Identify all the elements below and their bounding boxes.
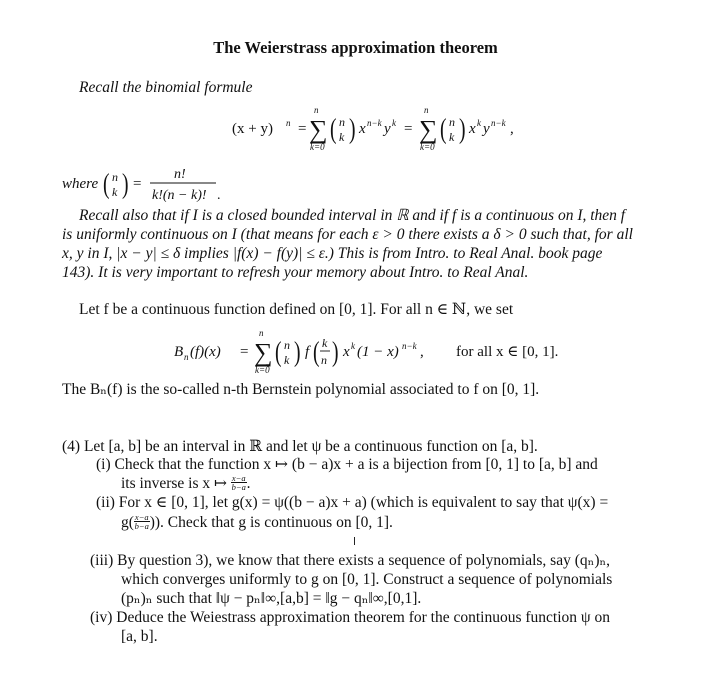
binom1-top: n <box>339 115 345 129</box>
sum2-lower: k=0 <box>420 142 435 152</box>
text-cursor <box>354 537 355 545</box>
question-i-text: its inverse is x ↦ <box>121 475 227 492</box>
question-i-frac-top: x−a <box>231 473 246 483</box>
t1-xexp: n−k <box>367 118 382 128</box>
bern-f: f <box>305 344 310 360</box>
bern-end: , <box>420 344 424 360</box>
bern-x: x <box>343 344 350 360</box>
bern-arg: (f)(x) <box>190 344 221 360</box>
where-binom-top: n <box>112 170 118 184</box>
sum2-sigma: ∑ <box>419 115 438 144</box>
bern-binom-rparen: ) <box>294 336 301 368</box>
bern-condition: for all x ∈ [0, 1]. <box>456 344 559 360</box>
bernstein-formula <box>0 327 711 377</box>
bern-frac-lparen: ( <box>313 336 320 368</box>
where-rparen: ) <box>122 168 129 200</box>
where-lparen: ( <box>103 168 110 200</box>
binomial-coefficient-def <box>0 163 711 207</box>
bern-frac-rparen: ) <box>331 336 339 368</box>
t2-x: x <box>469 121 476 137</box>
question-i-frac-bottom: b−a <box>231 482 246 492</box>
binomial-lhs: (x + y) <box>232 121 273 137</box>
where-eq: = <box>133 176 142 192</box>
bern-B-sub: n <box>184 352 189 362</box>
recall-para-line2: is uniformly continuous on I (that means for each ε > 0 there exists a δ > 0 such that, for all <box>62 226 633 243</box>
t2-yexp: n−k <box>491 118 506 128</box>
question-ii-line1: (ii) For x ∈ [0, 1], let g(x) = ψ((b − a)x + a) (which is equivalent to say that ψ(x) = <box>96 494 609 511</box>
sum1-sigma: ∑ <box>309 115 328 144</box>
question-i-end: . <box>246 475 251 492</box>
question-i-line2 <box>121 474 251 493</box>
question-4-intro: (4) Let [a, b] be an interval in ℝ and let ψ be a continuous function on [a, b]. <box>62 438 538 455</box>
sum2-upper: n <box>424 105 429 115</box>
sum1-upper: n <box>314 105 319 115</box>
question-iv-line1: (iv) Deduce the Weiestrass approximation theorem for the continuous function ψ on <box>90 609 610 626</box>
binom2-lparen: ( <box>440 113 447 145</box>
binom1-rparen: ) <box>349 113 356 145</box>
recall-para-line1: Recall also that if I is a closed bounded interval in ℝ and if f is a continuous on I, then f <box>79 207 626 224</box>
binomial-end: , <box>510 121 514 137</box>
question-iii-line2: which converges uniformly to g on [0, 1]. Construct a sequence of polynomials <box>121 571 613 588</box>
binomial-lhs-exp: n <box>286 118 291 128</box>
question-i-line1: (i) Check that the function x ↦ (b − a)x + a is a bijection from [0, 1] to [a, b] and <box>96 456 598 473</box>
bern-binom-lparen: ( <box>275 336 282 368</box>
t1-x: x <box>359 121 366 137</box>
page-title: The Weierstrass approximation theorem <box>213 38 498 57</box>
bern-tail: (1 − x) <box>357 344 399 360</box>
where-numerator: n! <box>174 167 186 182</box>
binom2-bottom: k <box>449 130 455 144</box>
binomial-eq2: = <box>404 121 413 137</box>
where-binom-bottom: k <box>112 185 118 199</box>
bern-tail-exp: n−k <box>402 341 417 351</box>
bern-binom-bottom: k <box>284 353 290 367</box>
question-ii-frac-top: x−a <box>134 512 149 522</box>
bern-sigma: ∑ <box>254 338 273 367</box>
question-ii-post: )). Check that g is continuous on [0, 1]. <box>149 514 393 531</box>
t2-y: y <box>483 121 490 137</box>
bernstein-note: The Bₙ(f) is the so-called n-th Bernstein polynomial associated to f on [0, 1]. <box>62 381 540 398</box>
bern-x-exp: k <box>351 341 355 351</box>
question-ii-frac-bottom: b−a <box>134 521 149 531</box>
where-denominator: k!(n − k)! <box>152 188 207 203</box>
recall-para-line4: 143). It is very important to refresh your memory about Intro. to Real Anal. <box>62 264 529 281</box>
binomial-eq: = <box>298 121 307 137</box>
bern-binom-top: n <box>284 338 290 352</box>
bernstein-intro: Let f be a continuous function defined on [0, 1]. For all n ∈ ℕ, we set <box>79 301 514 318</box>
question-iv-line2: [a, b]. <box>121 628 158 645</box>
binom2-top: n <box>449 115 455 129</box>
question-i-fraction <box>231 474 247 491</box>
question-iii-line1: (iii) By question 3), we know that there exists a sequence of polynomials, say (qₙ)ₙ, <box>90 552 611 569</box>
bern-sum-lower: k=0 <box>255 365 270 375</box>
binom1-lparen: ( <box>330 113 337 145</box>
sum1-lower: k=0 <box>310 142 325 152</box>
t1-yexp: k <box>392 118 396 128</box>
t1-y: y <box>384 121 391 137</box>
binom2-rparen: ) <box>459 113 466 145</box>
bern-frac-bottom: n <box>321 353 327 367</box>
question-ii-line2 <box>121 513 393 532</box>
recall-para-line3: x, y in I, |x − y| ≤ δ implies |f(x) − f(y)| ≤ ε.) This is from Intro. to Real Anal. book page <box>62 245 603 262</box>
where-word: where <box>62 176 99 192</box>
binomial-formula <box>0 104 711 154</box>
bern-sum-upper: n <box>259 328 264 338</box>
question-ii-pre: g( <box>121 514 134 531</box>
bern-eq: = <box>240 344 249 360</box>
question-iii-line3: (pₙ)ₙ such that ‖ψ − pₙ‖∞,[a,b] = ‖g − qₙ‖∞,[0,1]. <box>121 590 422 607</box>
where-end: . <box>217 188 221 203</box>
question-ii-fraction <box>134 513 150 530</box>
bern-B: B <box>174 344 184 360</box>
t2-xexp: k <box>477 118 481 128</box>
binom1-bottom: k <box>339 130 345 144</box>
recall-intro: Recall the binomial formule <box>79 79 253 96</box>
bern-frac-top: k <box>322 336 328 350</box>
